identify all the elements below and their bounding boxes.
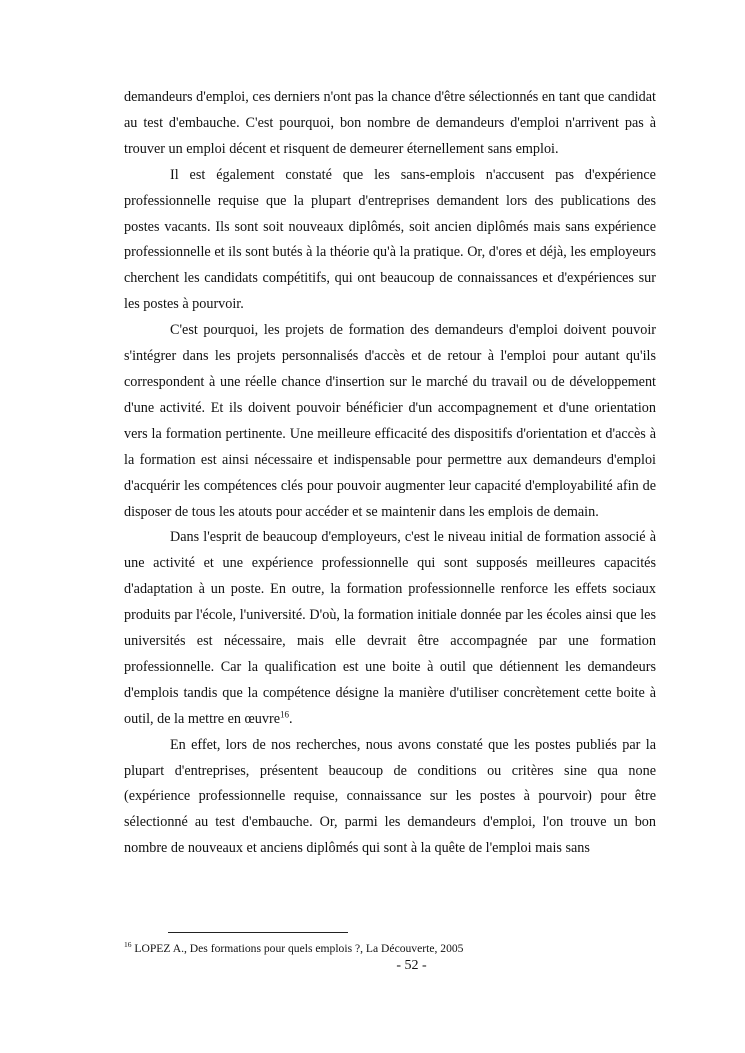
footnote-16 [124, 941, 656, 956]
paragraph-5: En effet, lors de nos recherches, nous avons constaté que les postes publiés par la plupart d'entreprises, présentent beaucoup de conditions ou critères sine qua none (expérience professionnelle requise, connaissance sur les postes à pourvoir) pour être sélectionné au test d'embauche. Or, parmi les demandeurs d'emploi, l'on trouve un bon nombre de nouveaux et anciens diplômés qui sont à la quête de l'emploi mais sans [124, 736, 656, 857]
footnote-text: LOPEZ A., Des formations pour quels emplois ?, La Découverte, 2005 [131, 942, 464, 955]
paragraph-4-text: Dans l'esprit de beaucoup d'employeurs, c'est le niveau initial de formation associé à une activité et une expérience professionnelle qui sont supposés meilleures capacités d'adaptation à un poste. En outre, la formation professionnelle renforce les effets sociaux produits par l'école, l'université. D'où, la formation initiale donnée par les écoles ainsi que les universités est nécessaire, mais elle devrait être accompagnée par une formation professionnelle. Car la qualification est une boite à outil que détiennent les demandeurs d'emplois tandis que la compétence désigne la manière d'utiliser concrètement cette boite à outil, de la mettre en œuvre [124, 529, 656, 727]
footnote-separator [168, 932, 348, 933]
paragraph-4-period: . [289, 710, 293, 727]
page-number: - 52 - [396, 958, 427, 973]
paragraph-3: C'est pourquoi, les projets de formation des demandeurs d'emploi doivent pouvoir s'intégrer dans les projets personnalisés d'accès et de retour à l'emploi pour autant qu'ils correspondent à une réelle chance d'insertion sur le marché du travail ou de développement d'une activité. Et ils doivent pouvoir bénéficier d'un accompagnement et d'une orientation vers la formation pertinente. Une meilleure efficacité des dispositifs d'orientation et d'accès à la formation est ainsi nécessaire et indispensable pour permettre aux demandeurs d'emploi d'acquérir les compétences clés pour pouvoir augmenter leur capacité d'employabilité afin de disposer de tous les atouts pour accéder et se maintenir dans les emplois de demain. [124, 322, 656, 520]
paragraph-1: demandeurs d'emploi, ces derniers n'ont pas la chance d'être sélectionnés en tant que candidat au test d'embauche. C'est pourquoi, bon nombre de demandeurs d'emploi n'arrivent pas à trouver un emploi décent et risquent de demeurer éternellement sans emploi. [124, 89, 656, 157]
footnote-number: 16 [124, 940, 132, 950]
body-text [124, 85, 656, 862]
footnote-reference-16[interactable]: 16 [280, 709, 290, 720]
paragraph-4 [124, 525, 656, 732]
paragraph-2: Il est également constaté que les sans-emplois n'accusent pas d'expérience professionnelle requise que la plupart d'entreprises demandent lors des publications des postes vacants. Ils sont soit nouveaux diplômés, soit ancien diplômés mais sans expérience professionnelle et ils sont butés à la théorie qu'à la pratique. Or, d'ores et déjà, les employeurs cherchent les candidats compétitifs, qui ont beaucoup de connaissances et d'expériences sur les postes à pourvoir. [124, 166, 656, 313]
